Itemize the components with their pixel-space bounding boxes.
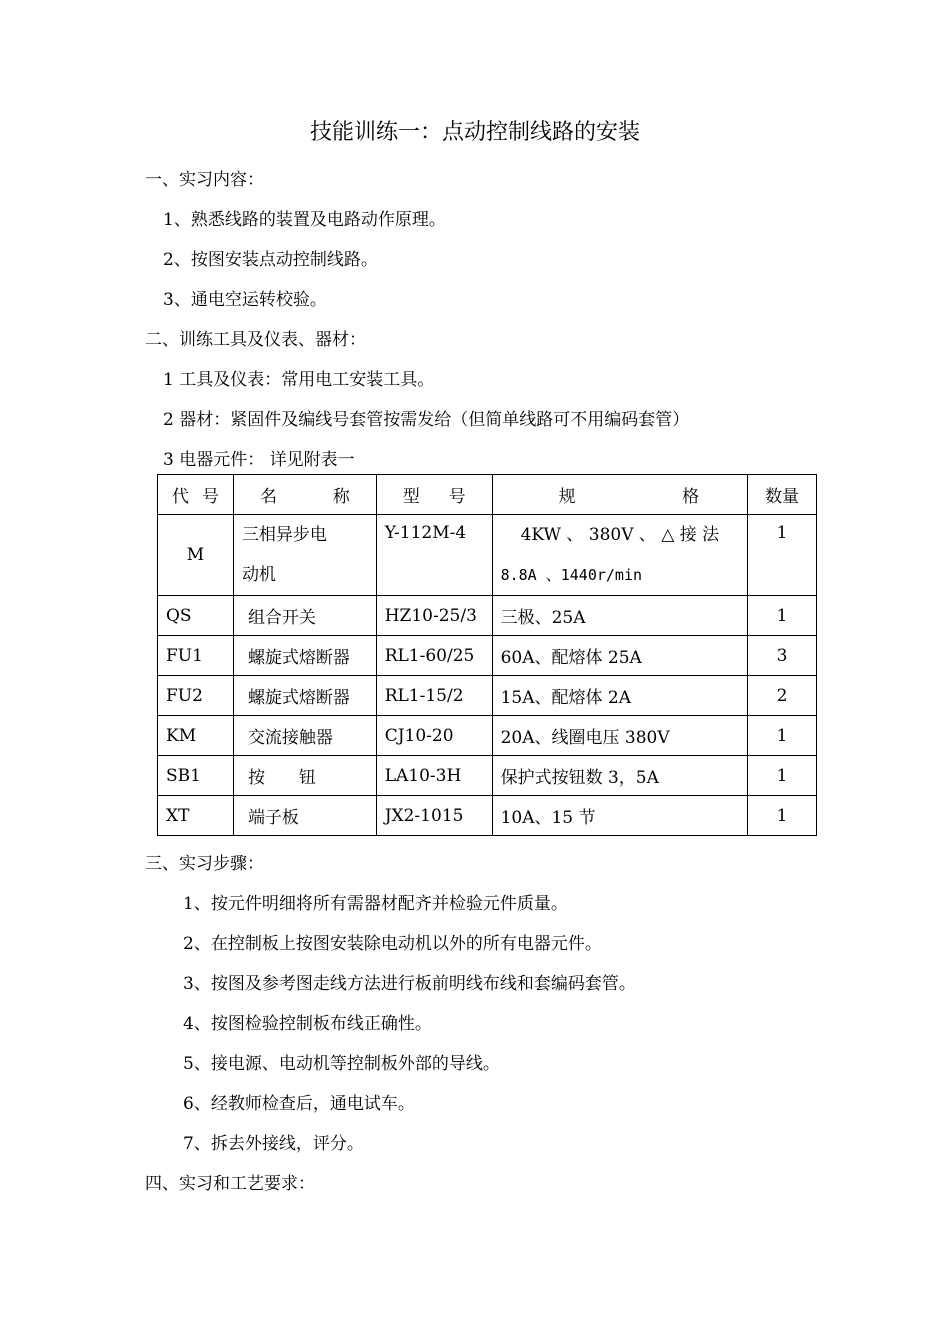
cell-code: QS (158, 596, 234, 636)
cell-spec-line1: 4KW 、 380V 、 △ 接 法 (520, 525, 720, 545)
step-item-7: 7、拆去外接线，评分。 (183, 1134, 364, 1154)
header-code-char1: 代 (172, 487, 189, 507)
cell-spec: 20A、线圈电压 380V (492, 716, 748, 756)
header-spec-char2: 格 (682, 487, 700, 507)
cell-spec: 保护式按钮数 3，5A (492, 756, 748, 796)
cell-code: M (158, 515, 234, 596)
header-name-char2: 称 (332, 487, 350, 507)
table-row (158, 796, 817, 836)
cell-model: RL1-60/25 (376, 636, 492, 676)
page-title: 技能训练一：点动控制线路的安装 (309, 120, 640, 145)
table-row (158, 596, 817, 636)
content-item-3: 3、通电空运转校验。 (163, 290, 327, 310)
cell-code: FU1 (158, 636, 234, 676)
cell-qty: 3 (748, 636, 817, 676)
table-row (158, 515, 817, 596)
cell-model: Y-112M-4 (376, 515, 492, 596)
cell-qty: 1 (748, 756, 817, 796)
table-row (158, 756, 817, 796)
header-code (158, 475, 234, 515)
cell-spec: 三极、25A (492, 596, 748, 636)
table-row (158, 676, 817, 716)
cell-name: 组合开关 (233, 596, 376, 636)
cell-code: XT (158, 796, 234, 836)
cell-model: CJ10-20 (376, 716, 492, 756)
cell-code: SB1 (158, 756, 234, 796)
header-code-char2: 号 (201, 487, 219, 507)
section-heading-tools: 二、训练工具及仪表、器材： (145, 330, 366, 350)
header-qty: 数量 (748, 475, 817, 515)
cell-name: 螺旋式熔断器 (233, 676, 376, 716)
cell-model: HZ10-25/3 (376, 596, 492, 636)
cell-model: JX2-1015 (376, 796, 492, 836)
table-row (158, 716, 817, 756)
section-heading-requirements: 四、实习和工艺要求： (145, 1174, 315, 1194)
header-model-char2: 号 (448, 487, 466, 507)
cell-model: LA10-3H (376, 756, 492, 796)
step-item-3: 3、按图及参考图走线方法进行板前明线布线和套编码套管。 (183, 974, 636, 994)
tools-item-3: 3 电器元件： 详见附表一 (163, 450, 355, 470)
cell-qty: 1 (748, 796, 817, 836)
cell-qty: 2 (748, 676, 817, 716)
cell-spec: 15A、配熔体 2A (492, 676, 748, 716)
cell-name: 螺旋式熔断器 (233, 636, 376, 676)
tools-item-2: 2 器材：紧固件及编线号套管按需发给（但简单线路可不用编码套管） (163, 410, 690, 430)
table-header-row (158, 475, 817, 515)
content-item-1: 1、熟悉线路的装置及电路动作原理。 (163, 210, 446, 230)
cell-qty: 1 (748, 596, 817, 636)
step-item-5: 5、接电源、电动机等控制板外部的导线。 (183, 1054, 500, 1074)
table-row (158, 636, 817, 676)
header-name-char1: 名 (259, 487, 277, 507)
cell-name: 端子板 (233, 796, 376, 836)
cell-spec-line2: 8.8A 、1440r/min (500, 566, 643, 584)
header-model (376, 475, 492, 515)
cell-code: FU2 (158, 676, 234, 716)
cell-qty: 1 (748, 716, 817, 756)
header-model-char1: 型 (402, 487, 420, 507)
tools-item-1: 1 工具及仪表：常用电工安装工具。 (163, 370, 435, 390)
cell-qty: 1 (748, 515, 817, 596)
step-item-6: 6、经教师检查后，通电试车。 (183, 1094, 415, 1114)
cell-name-line1: 三相异步电 (241, 525, 327, 545)
parts-table (157, 474, 817, 836)
section-heading-content: 一、实习内容： (145, 170, 264, 190)
cell-name: 交流接触器 (233, 716, 376, 756)
cell-spec (492, 515, 748, 596)
header-name (233, 475, 376, 515)
section-heading-steps: 三、实习步骤： (145, 854, 264, 874)
step-item-1: 1、按元件明细将所有需器材配齐并检验元件质量。 (183, 894, 568, 914)
cell-code: KM (158, 716, 234, 756)
content-item-2: 2、按图安装点动控制线路。 (163, 250, 378, 270)
cell-name (233, 515, 376, 596)
step-item-2: 2、在控制板上按图安装除电动机以外的所有电器元件。 (183, 934, 602, 954)
header-spec-char1: 规 (558, 487, 576, 507)
cell-spec: 10A、15 节 (492, 796, 748, 836)
step-item-4: 4、按图检验控制板布线正确性。 (183, 1014, 432, 1034)
header-spec (492, 475, 748, 515)
cell-spec: 60A、配熔体 25A (492, 636, 748, 676)
cell-model: RL1-15/2 (376, 676, 492, 716)
cell-name-line2: 动机 (241, 565, 276, 585)
cell-name: 按 钮 (233, 756, 376, 796)
